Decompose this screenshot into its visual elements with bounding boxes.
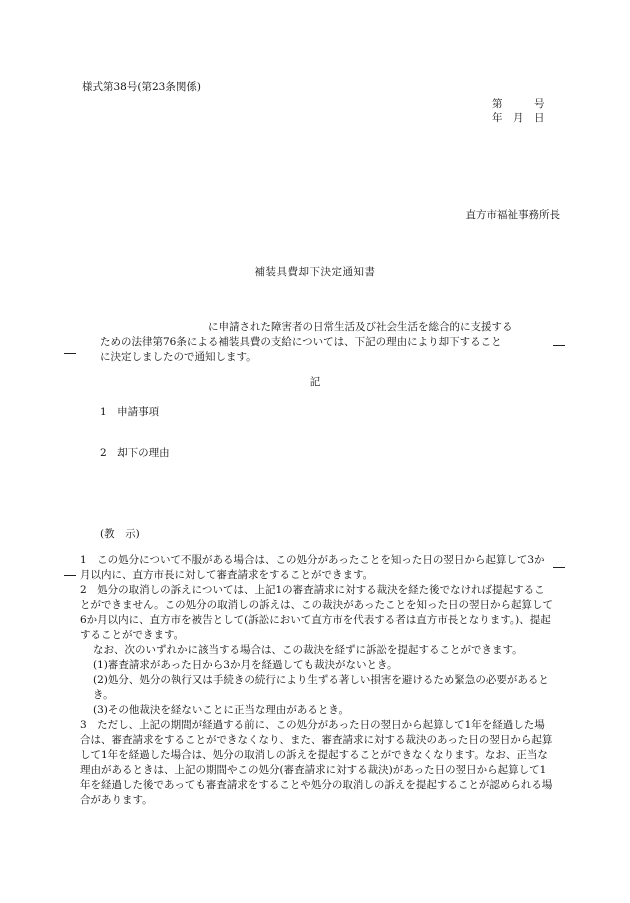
intro-line-1: に申請された障害者の日常生活及び社会生活を総合的に支援する bbox=[208, 321, 513, 333]
notice-condition-1: (1)審査請求があった日から3か月を経過しても裁決がないとき。 bbox=[93, 659, 398, 671]
item-rejection-reason: 2 却下の理由 bbox=[100, 447, 170, 459]
intro-line-2: ための法律第76条による補装具費の支給については、下記の理由により却下すること bbox=[100, 336, 502, 348]
notice-paragraph-1: 1 この処分について不服がある場合は、この処分があったことを知った日の翌日から起算して3か月以内に、直方市長に対して審査請求をすることができます。 bbox=[80, 554, 545, 581]
notice-condition-2: (2)処分、処分の執行又は手続きの続行により生ずる著しい損害を避けるため緊急の必要があるとき。 bbox=[93, 674, 549, 701]
document-number-label: 第 号 bbox=[492, 98, 545, 110]
notice-paragraph-4: 3 ただし、上記の期間が経過する前に、この処分があった日の翌日から起算して1年を経過した場合は、審査請求をすることができなくなり、また、審査請求に対する裁決のあった日の翌日から起算して1年を経過した場合は、処分の取消しの訴えを提起することができなくなります。なお、正当な理由があるときは、上記の期間やこの処分(審査請求に対する裁決)があった日の翌日から起算して1年を経過した後であっても審査請求をすることや処分の取消しの訴えを提起することが認められる場合があります。 bbox=[80, 719, 553, 806]
margin-mark-right bbox=[553, 345, 565, 346]
date-label: 年 月 日 bbox=[492, 112, 545, 124]
margin-mark-left bbox=[64, 353, 76, 354]
ki-heading: 記 bbox=[309, 376, 321, 388]
intro-paragraph bbox=[100, 320, 513, 365]
notice-paragraph-2: 2 処分の取消しの訴えについては、上記1の審査請求に対する裁決を経た後でなければ提起することができません。この処分の取消しの訴えは、この裁決があったことを知った日の翌日から起算して6か月以内に、直方市を被告として(訴訟において直方市を代表する者は直方市長となります。)、提起することができます。 bbox=[80, 584, 554, 641]
item-application: 1 申請事項 bbox=[100, 406, 160, 418]
sender-name: 直方市福祉事務所長 bbox=[465, 209, 560, 221]
margin-mark-left-2 bbox=[64, 575, 76, 576]
intro-line-3: に決定しましたので通知します。 bbox=[100, 351, 257, 363]
notice-condition-3: (3)その他裁決を経ないことに正当な理由があるとき。 bbox=[93, 704, 349, 716]
margin-mark-right-2 bbox=[553, 567, 565, 568]
notice-body bbox=[80, 553, 555, 808]
form-number: 様式第38号(第23条関係) bbox=[82, 81, 201, 93]
document-title: 補装具費却下決定通知書 bbox=[254, 266, 376, 278]
notice-heading: (教 示) bbox=[100, 528, 140, 540]
notice-paragraph-3: なお、次のいずれかに該当する場合は、この裁決を経ずに訴訟を提起することができます。 bbox=[93, 644, 523, 656]
